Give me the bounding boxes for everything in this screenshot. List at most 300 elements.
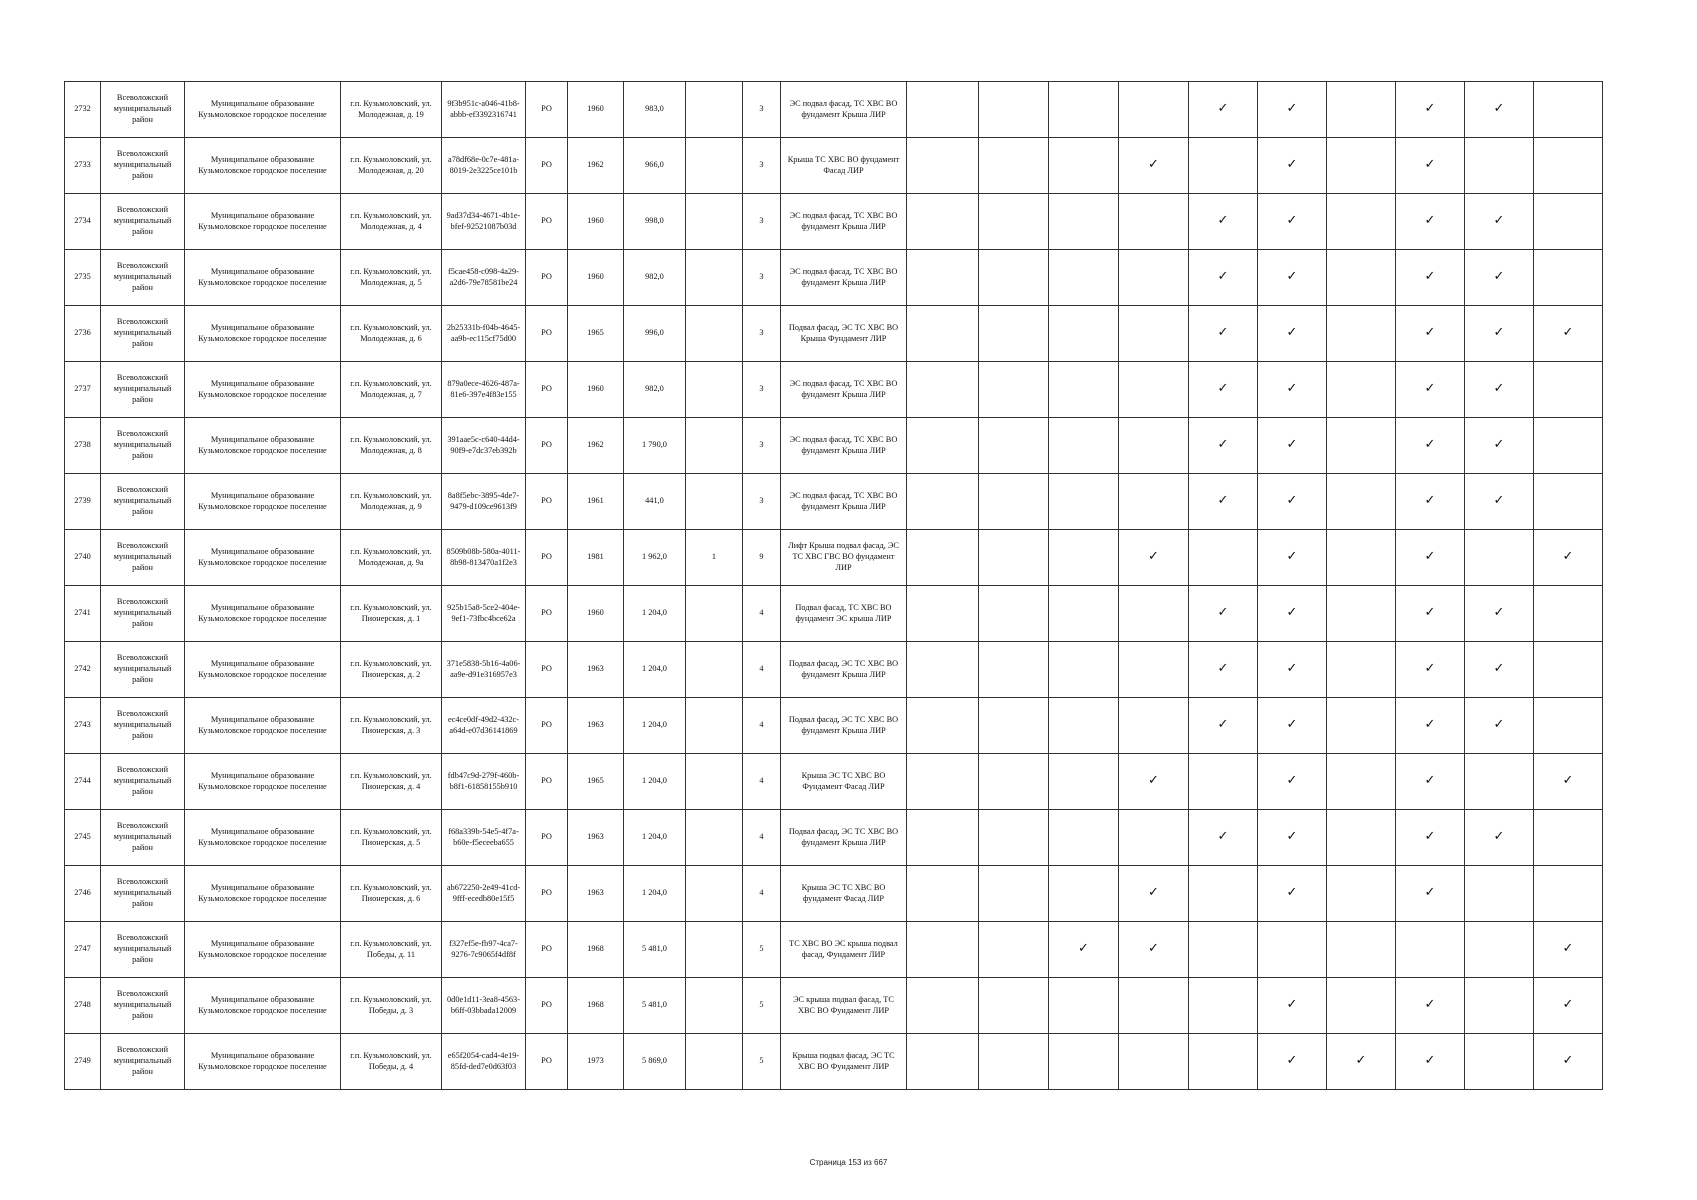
empty-cell xyxy=(1049,530,1119,586)
check-mark-icon: ✓ xyxy=(1119,866,1189,922)
check-mark-icon: ✓ xyxy=(1119,922,1189,978)
empty-cell xyxy=(1465,922,1534,978)
check-mark-icon: ✓ xyxy=(1189,306,1258,362)
empty-cell xyxy=(907,922,979,978)
table-row xyxy=(65,194,1697,250)
year-cell: 1968 xyxy=(568,978,624,1034)
works-cell: Подвал фасад, ТС ХВС ВО фундамент ЭС крыша ЛИР xyxy=(781,586,907,642)
district-cell: Всеволожский муниципальный район xyxy=(101,754,185,810)
works-cell: Крыша ЭС ТС ХВС ВО фундамент Фасад ЛИР xyxy=(781,866,907,922)
check-mark-icon: ✓ xyxy=(1534,978,1603,1034)
empty-cell xyxy=(1049,362,1119,418)
check-mark-icon: ✓ xyxy=(1534,754,1603,810)
floors-cell: 3 xyxy=(743,194,781,250)
district-cell: Всеволожский муниципальный район xyxy=(101,530,185,586)
works-cell: ЭС подвал фасад, ТС ХВС ВО фундамент Крыша ЛИР xyxy=(781,418,907,474)
empty-cell xyxy=(1049,250,1119,306)
empty-cell xyxy=(1049,866,1119,922)
empty-cell xyxy=(1119,250,1189,306)
empty-cell xyxy=(1465,754,1534,810)
guid-cell: 2b25331b-f04b-4645-aa9b-ec115cf75d00 xyxy=(442,306,526,362)
area-cell: 1 204,0 xyxy=(624,754,686,810)
district-cell: Всеволожский муниципальный район xyxy=(101,698,185,754)
check-mark-icon: ✓ xyxy=(1534,306,1603,362)
type-cell: РО xyxy=(526,474,568,530)
empty-cell xyxy=(1327,530,1396,586)
guid-cell: 8509b08b-580a-4011-8b98-813470a1f2e3 xyxy=(442,530,526,586)
year-cell: 1963 xyxy=(568,698,624,754)
type-cell: РО xyxy=(526,810,568,866)
floors-cell: 4 xyxy=(743,810,781,866)
empty-cell xyxy=(1327,250,1396,306)
area-cell: 983,0 xyxy=(624,82,686,138)
check-mark-icon: ✓ xyxy=(1465,810,1534,866)
works-cell: ЭС крыша подвал фасад, ТС ХВС ВО Фундамент ЛИР xyxy=(781,978,907,1034)
empty-cell xyxy=(979,82,1049,138)
year-cell: 1968 xyxy=(568,922,624,978)
check-mark-icon: ✓ xyxy=(1396,866,1465,922)
empty-cell xyxy=(1189,1034,1258,1090)
check-mark-icon: ✓ xyxy=(1258,586,1327,642)
table-row xyxy=(65,642,1697,698)
check-mark-icon: ✓ xyxy=(1465,250,1534,306)
area-cell: 441,0 xyxy=(624,474,686,530)
check-mark-icon: ✓ xyxy=(1396,82,1465,138)
empty-cell xyxy=(979,810,1049,866)
empty-cell xyxy=(907,1034,979,1090)
address-cell: г.п. Кузьмоловский, ул. Пионерская, д. 4 xyxy=(341,754,442,810)
guid-cell: ec4ce0df-49d2-432c-a64d-e07d36141869 xyxy=(442,698,526,754)
works-cell: ЭС подвал фасад, ТС ХВС ВО фундамент Крыша ЛИР xyxy=(781,82,907,138)
row-number: 2736 xyxy=(65,306,101,362)
empty-cell xyxy=(907,474,979,530)
year-cell: 1961 xyxy=(568,474,624,530)
empty-cell xyxy=(1465,978,1534,1034)
table-row xyxy=(65,586,1697,642)
works-cell: Крыша ЭС ТС ХВС ВО Фундамент Фасад ЛИР xyxy=(781,754,907,810)
check-mark-icon: ✓ xyxy=(1465,82,1534,138)
empty-cell xyxy=(1189,138,1258,194)
check-mark-icon: ✓ xyxy=(1396,362,1465,418)
type-cell: РО xyxy=(526,250,568,306)
empty-cell xyxy=(1189,754,1258,810)
municipality-cell: Муниципальное образование Кузьмоловское городское поселение xyxy=(185,306,341,362)
empty-cell xyxy=(907,586,979,642)
empty-cell xyxy=(1119,1034,1189,1090)
district-cell: Всеволожский муниципальный район xyxy=(101,642,185,698)
floors-cell: 4 xyxy=(743,754,781,810)
check-mark-icon: ✓ xyxy=(1396,250,1465,306)
check-mark-icon: ✓ xyxy=(1465,642,1534,698)
address-cell: г.п. Кузьмоловский, ул. Победы, д. 4 xyxy=(341,1034,442,1090)
empty-cell xyxy=(1049,138,1119,194)
empty-cell xyxy=(1534,138,1603,194)
year-cell: 1960 xyxy=(568,194,624,250)
check-mark-icon: ✓ xyxy=(1189,418,1258,474)
check-mark-icon: ✓ xyxy=(1258,250,1327,306)
municipality-cell: Муниципальное образование Кузьмоловское городское поселение xyxy=(185,82,341,138)
lifts-cell xyxy=(686,978,743,1034)
empty-cell xyxy=(1327,194,1396,250)
table-row xyxy=(65,922,1697,978)
district-cell: Всеволожский муниципальный район xyxy=(101,978,185,1034)
empty-cell xyxy=(1049,978,1119,1034)
empty-cell xyxy=(979,1034,1049,1090)
address-cell: г.п. Кузьмоловский, ул. Молодежная, д. 8 xyxy=(341,418,442,474)
empty-cell xyxy=(979,978,1049,1034)
empty-cell xyxy=(1049,754,1119,810)
address-cell: г.п. Кузьмоловский, ул. Победы, д. 11 xyxy=(341,922,442,978)
empty-cell xyxy=(979,418,1049,474)
floors-cell: 3 xyxy=(743,474,781,530)
floors-cell: 4 xyxy=(743,698,781,754)
works-cell: Лифт Крыша подвал фасад, ЭС ТС ХВС ГВС ВО фундамент ЛИР xyxy=(781,530,907,586)
area-cell: 1 204,0 xyxy=(624,586,686,642)
lifts-cell xyxy=(686,642,743,698)
works-cell: Крыша ТС ХВС ВО фундамент Фасад ЛИР xyxy=(781,138,907,194)
empty-cell xyxy=(907,194,979,250)
address-cell: г.п. Кузьмоловский, ул. Победы, д. 3 xyxy=(341,978,442,1034)
check-mark-icon: ✓ xyxy=(1258,978,1327,1034)
check-mark-icon: ✓ xyxy=(1465,362,1534,418)
check-mark-icon: ✓ xyxy=(1189,362,1258,418)
row-number: 2746 xyxy=(65,866,101,922)
row-number: 2741 xyxy=(65,586,101,642)
works-cell: ЭС подвал фасад, ТС ХВС ВО фундамент Крыша ЛИР xyxy=(781,362,907,418)
address-cell: г.п. Кузьмоловский, ул. Молодежная, д. 7 xyxy=(341,362,442,418)
row-number: 2744 xyxy=(65,754,101,810)
row-number: 2739 xyxy=(65,474,101,530)
address-cell: г.п. Кузьмоловский, ул. Молодежная, д. 20 xyxy=(341,138,442,194)
check-mark-icon: ✓ xyxy=(1396,530,1465,586)
check-mark-icon: ✓ xyxy=(1534,1034,1603,1090)
year-cell: 1960 xyxy=(568,82,624,138)
empty-cell xyxy=(1534,194,1603,250)
address-cell: г.п. Кузьмоловский, ул. Пионерская, д. 5 xyxy=(341,810,442,866)
guid-cell: f5cae458-c098-4a29-a2d6-79e78581be24 xyxy=(442,250,526,306)
area-cell: 996,0 xyxy=(624,306,686,362)
works-cell: ТС ХВС ВО ЭС крыша подвал фасад, Фундамент ЛИР xyxy=(781,922,907,978)
empty-cell xyxy=(1327,754,1396,810)
check-mark-icon: ✓ xyxy=(1258,530,1327,586)
guid-cell: f68a339b-54e5-4f7a-b60e-f5eceeba655 xyxy=(442,810,526,866)
empty-cell xyxy=(979,698,1049,754)
address-cell: г.п. Кузьмоловский, ул. Пионерская, д. 2 xyxy=(341,642,442,698)
empty-cell xyxy=(1119,978,1189,1034)
address-cell: г.п. Кузьмоловский, ул. Молодежная, д. 5 xyxy=(341,250,442,306)
type-cell: РО xyxy=(526,698,568,754)
empty-cell xyxy=(1327,642,1396,698)
check-mark-icon: ✓ xyxy=(1258,82,1327,138)
empty-cell xyxy=(1049,586,1119,642)
table-row xyxy=(65,1034,1697,1090)
empty-cell xyxy=(979,754,1049,810)
check-mark-icon: ✓ xyxy=(1189,642,1258,698)
lifts-cell xyxy=(686,418,743,474)
area-cell: 5 481,0 xyxy=(624,922,686,978)
check-mark-icon: ✓ xyxy=(1465,474,1534,530)
row-number: 2733 xyxy=(65,138,101,194)
empty-cell xyxy=(1534,474,1603,530)
empty-cell xyxy=(1119,586,1189,642)
guid-cell: fdb47c9d-279f-460b-b8f1-61858155b910 xyxy=(442,754,526,810)
empty-cell xyxy=(1189,978,1258,1034)
area-cell: 1 204,0 xyxy=(624,810,686,866)
year-cell: 1960 xyxy=(568,362,624,418)
empty-cell xyxy=(1119,474,1189,530)
table-row xyxy=(65,82,1697,138)
empty-cell xyxy=(1049,418,1119,474)
year-cell: 1965 xyxy=(568,306,624,362)
row-number: 2747 xyxy=(65,922,101,978)
district-cell: Всеволожский муниципальный район xyxy=(101,474,185,530)
type-cell: РО xyxy=(526,922,568,978)
empty-cell xyxy=(907,642,979,698)
empty-cell xyxy=(1189,922,1258,978)
type-cell: РО xyxy=(526,138,568,194)
check-mark-icon: ✓ xyxy=(1258,306,1327,362)
empty-cell xyxy=(1465,1034,1534,1090)
empty-cell xyxy=(1119,642,1189,698)
district-cell: Всеволожский муниципальный район xyxy=(101,418,185,474)
lifts-cell: 1 xyxy=(686,530,743,586)
type-cell: РО xyxy=(526,866,568,922)
check-mark-icon: ✓ xyxy=(1465,418,1534,474)
area-cell: 1 962,0 xyxy=(624,530,686,586)
empty-cell xyxy=(979,306,1049,362)
empty-cell xyxy=(979,138,1049,194)
municipality-cell: Муниципальное образование Кузьмоловское городское поселение xyxy=(185,866,341,922)
check-mark-icon: ✓ xyxy=(1396,754,1465,810)
empty-cell xyxy=(907,82,979,138)
guid-cell: 925b15a8-5ce2-404e-9ef1-73fbc4bce62a xyxy=(442,586,526,642)
empty-cell xyxy=(979,474,1049,530)
empty-cell xyxy=(979,530,1049,586)
row-number: 2743 xyxy=(65,698,101,754)
floors-cell: 3 xyxy=(743,82,781,138)
empty-cell xyxy=(1049,306,1119,362)
check-mark-icon: ✓ xyxy=(1258,642,1327,698)
empty-cell xyxy=(1049,474,1119,530)
row-number: 2734 xyxy=(65,194,101,250)
empty-cell xyxy=(1327,866,1396,922)
empty-cell xyxy=(979,586,1049,642)
municipality-cell: Муниципальное образование Кузьмоловское городское поселение xyxy=(185,362,341,418)
year-cell: 1981 xyxy=(568,530,624,586)
type-cell: РО xyxy=(526,530,568,586)
empty-cell xyxy=(1119,362,1189,418)
address-cell: г.п. Кузьмоловский, ул. Пионерская, д. 1 xyxy=(341,586,442,642)
district-cell: Всеволожский муниципальный район xyxy=(101,810,185,866)
district-cell: Всеволожский муниципальный район xyxy=(101,306,185,362)
check-mark-icon: ✓ xyxy=(1396,642,1465,698)
district-cell: Всеволожский муниципальный район xyxy=(101,1034,185,1090)
table-row xyxy=(65,418,1697,474)
row-number: 2749 xyxy=(65,1034,101,1090)
empty-cell xyxy=(1534,82,1603,138)
empty-cell xyxy=(1049,698,1119,754)
works-cell: ЭС подвал фасад, ТС ХВС ВО фундамент Крыша ЛИР xyxy=(781,194,907,250)
area-cell: 1 790,0 xyxy=(624,418,686,474)
check-mark-icon: ✓ xyxy=(1258,754,1327,810)
municipality-cell: Муниципальное образование Кузьмоловское городское поселение xyxy=(185,698,341,754)
area-cell: 1 204,0 xyxy=(624,698,686,754)
empty-cell xyxy=(1327,978,1396,1034)
floors-cell: 5 xyxy=(743,922,781,978)
empty-cell xyxy=(1049,810,1119,866)
area-cell: 5 869,0 xyxy=(624,1034,686,1090)
empty-cell xyxy=(907,306,979,362)
check-mark-icon: ✓ xyxy=(1119,754,1189,810)
type-cell: РО xyxy=(526,194,568,250)
lifts-cell xyxy=(686,586,743,642)
table-row xyxy=(65,138,1697,194)
empty-cell xyxy=(907,250,979,306)
address-cell: г.п. Кузьмоловский, ул. Пионерская, д. 6 xyxy=(341,866,442,922)
type-cell: РО xyxy=(526,586,568,642)
guid-cell: 391aae5c-c640-44d4-90f9-e7dc37eb392b xyxy=(442,418,526,474)
district-cell: Всеволожский муниципальный район xyxy=(101,138,185,194)
guid-cell: 0d0e1d11-3ea8-4563-b6ff-03bbada12009 xyxy=(442,978,526,1034)
municipality-cell: Муниципальное образование Кузьмоловское городское поселение xyxy=(185,586,341,642)
address-cell: г.п. Кузьмоловский, ул. Молодежная, д. 4 xyxy=(341,194,442,250)
lifts-cell xyxy=(686,922,743,978)
lifts-cell xyxy=(686,82,743,138)
empty-cell xyxy=(907,530,979,586)
check-mark-icon: ✓ xyxy=(1189,194,1258,250)
empty-cell xyxy=(1258,922,1327,978)
municipality-cell: Муниципальное образование Кузьмоловское городское поселение xyxy=(185,250,341,306)
table-row xyxy=(65,306,1697,362)
check-mark-icon: ✓ xyxy=(1189,586,1258,642)
empty-cell xyxy=(979,362,1049,418)
row-number: 2740 xyxy=(65,530,101,586)
floors-cell: 3 xyxy=(743,418,781,474)
table-row xyxy=(65,866,1697,922)
empty-cell xyxy=(1119,306,1189,362)
district-cell: Всеволожский муниципальный район xyxy=(101,922,185,978)
table-row xyxy=(65,530,1697,586)
table-row xyxy=(65,810,1697,866)
empty-cell xyxy=(1119,698,1189,754)
district-cell: Всеволожский муниципальный район xyxy=(101,362,185,418)
empty-cell xyxy=(1534,418,1603,474)
table-row xyxy=(65,474,1697,530)
empty-cell xyxy=(907,810,979,866)
empty-cell xyxy=(1049,82,1119,138)
check-mark-icon: ✓ xyxy=(1258,698,1327,754)
area-cell: 1 204,0 xyxy=(624,642,686,698)
check-mark-icon: ✓ xyxy=(1534,922,1603,978)
municipality-cell: Муниципальное образование Кузьмоловское городское поселение xyxy=(185,1034,341,1090)
register-table xyxy=(64,81,1697,1090)
year-cell: 1965 xyxy=(568,754,624,810)
works-cell: Подвал фасад, ЭС ТС ХВС ВО фундамент Крыша ЛИР xyxy=(781,642,907,698)
row-number: 2742 xyxy=(65,642,101,698)
check-mark-icon: ✓ xyxy=(1396,1034,1465,1090)
year-cell: 1963 xyxy=(568,866,624,922)
floors-cell: 5 xyxy=(743,978,781,1034)
empty-cell xyxy=(1534,250,1603,306)
guid-cell: f327ef5e-fb97-4ca7-9276-7c9065f4df8f xyxy=(442,922,526,978)
works-cell: Подвал фасад, ЭС ТС ХВС ВО фундамент Крыша ЛИР xyxy=(781,810,907,866)
municipality-cell: Муниципальное образование Кузьмоловское городское поселение xyxy=(185,978,341,1034)
floors-cell: 3 xyxy=(743,138,781,194)
type-cell: РО xyxy=(526,82,568,138)
municipality-cell: Муниципальное образование Кузьмоловское городское поселение xyxy=(185,754,341,810)
guid-cell: 9f3b951c-a046-41b8-abbb-ef3392316741 xyxy=(442,82,526,138)
type-cell: РО xyxy=(526,418,568,474)
check-mark-icon: ✓ xyxy=(1465,194,1534,250)
district-cell: Всеволожский муниципальный район xyxy=(101,586,185,642)
lifts-cell xyxy=(686,138,743,194)
empty-cell xyxy=(979,922,1049,978)
type-cell: РО xyxy=(526,978,568,1034)
check-mark-icon: ✓ xyxy=(1327,1034,1396,1090)
check-mark-icon: ✓ xyxy=(1258,474,1327,530)
year-cell: 1963 xyxy=(568,810,624,866)
check-mark-icon: ✓ xyxy=(1465,586,1534,642)
lifts-cell xyxy=(686,698,743,754)
empty-cell xyxy=(907,866,979,922)
empty-cell xyxy=(1396,922,1465,978)
address-cell: г.п. Кузьмоловский, ул. Молодежная, д. 9 xyxy=(341,474,442,530)
check-mark-icon: ✓ xyxy=(1189,250,1258,306)
empty-cell xyxy=(1534,642,1603,698)
year-cell: 1960 xyxy=(568,250,624,306)
floors-cell: 9 xyxy=(743,530,781,586)
empty-cell xyxy=(1327,82,1396,138)
table-row xyxy=(65,250,1697,306)
empty-cell xyxy=(1049,194,1119,250)
row-number: 2735 xyxy=(65,250,101,306)
check-mark-icon: ✓ xyxy=(1396,138,1465,194)
year-cell: 1963 xyxy=(568,642,624,698)
empty-cell xyxy=(1119,194,1189,250)
empty-cell xyxy=(1119,810,1189,866)
check-mark-icon: ✓ xyxy=(1396,586,1465,642)
guid-cell: 371e5838-5b16-4a06-aa9e-d91e316957e3 xyxy=(442,642,526,698)
address-cell: г.п. Кузьмоловский, ул. Пионерская, д. 3 xyxy=(341,698,442,754)
guid-cell: a78df68e-0c7e-481a-8019-2e3225ce101b xyxy=(442,138,526,194)
empty-cell xyxy=(979,250,1049,306)
lifts-cell xyxy=(686,754,743,810)
empty-cell xyxy=(907,418,979,474)
empty-cell xyxy=(1327,922,1396,978)
type-cell: РО xyxy=(526,754,568,810)
empty-cell xyxy=(979,642,1049,698)
lifts-cell xyxy=(686,306,743,362)
works-cell: ЭС подвал фасад, ТС ХВС ВО фундамент Крыша ЛИР xyxy=(781,474,907,530)
district-cell: Всеволожский муниципальный район xyxy=(101,82,185,138)
works-cell: Подвал фасад, ЭС ТС ХВС ВО Крыша Фундамент ЛИР xyxy=(781,306,907,362)
municipality-cell: Муниципальное образование Кузьмоловское городское поселение xyxy=(185,642,341,698)
works-cell: Крыша подвал фасад, ЭС ТС ХВС ВО Фундамент ЛИР xyxy=(781,1034,907,1090)
address-cell: г.п. Кузьмоловский, ул. Молодежная, д. 6 xyxy=(341,306,442,362)
guid-cell: ab672250-2e49-41cd-9fff-ecedb80e15f5 xyxy=(442,866,526,922)
guid-cell: 8a8f5ebc-3895-4de7-9479-d109ce9613f9 xyxy=(442,474,526,530)
row-number: 2732 xyxy=(65,82,101,138)
check-mark-icon: ✓ xyxy=(1258,194,1327,250)
works-cell: ЭС подвал фасад, ТС ХВС ВО фундамент Крыша ЛИР xyxy=(781,250,907,306)
district-cell: Всеволожский муниципальный район xyxy=(101,866,185,922)
floors-cell: 4 xyxy=(743,642,781,698)
check-mark-icon: ✓ xyxy=(1465,306,1534,362)
area-cell: 982,0 xyxy=(624,250,686,306)
floors-cell: 5 xyxy=(743,1034,781,1090)
table-row xyxy=(65,362,1697,418)
floors-cell: 3 xyxy=(743,250,781,306)
